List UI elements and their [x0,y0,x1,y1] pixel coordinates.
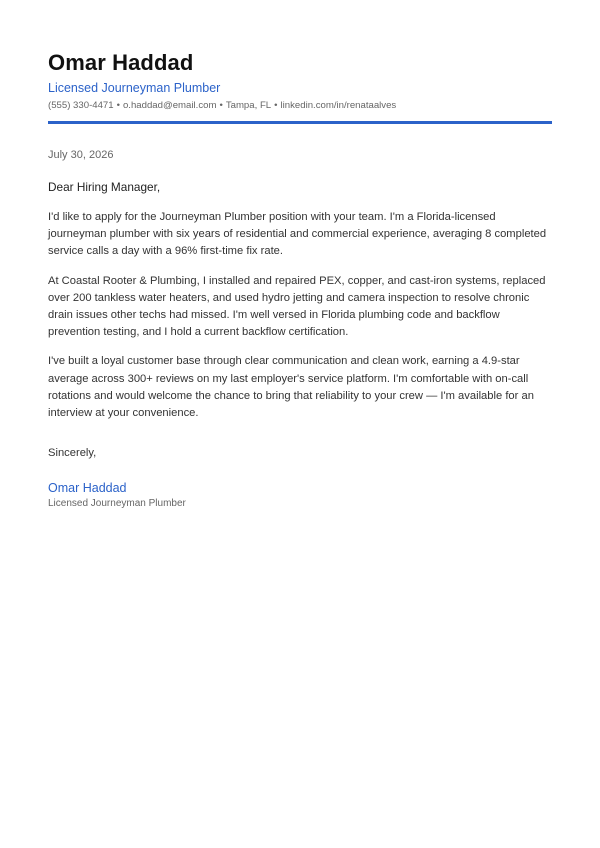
contact-separator: • [116,100,120,111]
contact-location: Tampa, FL [225,100,272,111]
contact-phone: (555) 330-4471 [48,100,114,111]
applicant-title: Licensed Journeyman Plumber [48,81,221,95]
body-paragraph: At Coastal Rooter & Plumbing, I installed and repaired PEX, copper, and cast-iron systems, replaced over 200 tankless water heaters, and used hydro jetting and camera inspection to resolve chronic drain issues other techs had missed. I'm well versed in Florida plumbing code and backflow prevention testing, and I hold a current backflow certification. [48,274,546,339]
contact-separator: • [219,100,223,111]
body-paragraph: I've built a loyal customer base through clear communication and clean work, earning a 4.9-star average across 300+ reviews on my last employer's service platform. I'm comfortable with on-call rotations and would welcome the chance to bring that reliability to your crew — I'm available for an interview at your convenience. [48,355,534,420]
salutation: Dear Hiring Manager, [48,180,161,194]
letter-date: July 30, 2026 [48,149,114,161]
contact-email[interactable]: o.haddad@email.com [122,100,217,111]
applicant-name: Omar Haddad [48,50,194,75]
closing: Sincerely, [48,447,97,460]
contact-separator: • [274,100,278,111]
signature-name: Omar Haddad [48,481,127,496]
contact-linkedin[interactable]: linkedin.com/in/renataalves [280,100,397,111]
body-paragraph: I'd like to apply for the Journeyman Plumber position with your team. I'm a Florida-licensed journeyman plumber with six years of residential and commercial experience, averaging 8 completed service calls a day with a 96% first-time fix rate. [48,211,547,258]
contact-line [48,99,552,112]
cover-letter [48,50,552,510]
signature-title: Licensed Journeyman Plumber [48,498,186,510]
header-divider [48,121,552,124]
